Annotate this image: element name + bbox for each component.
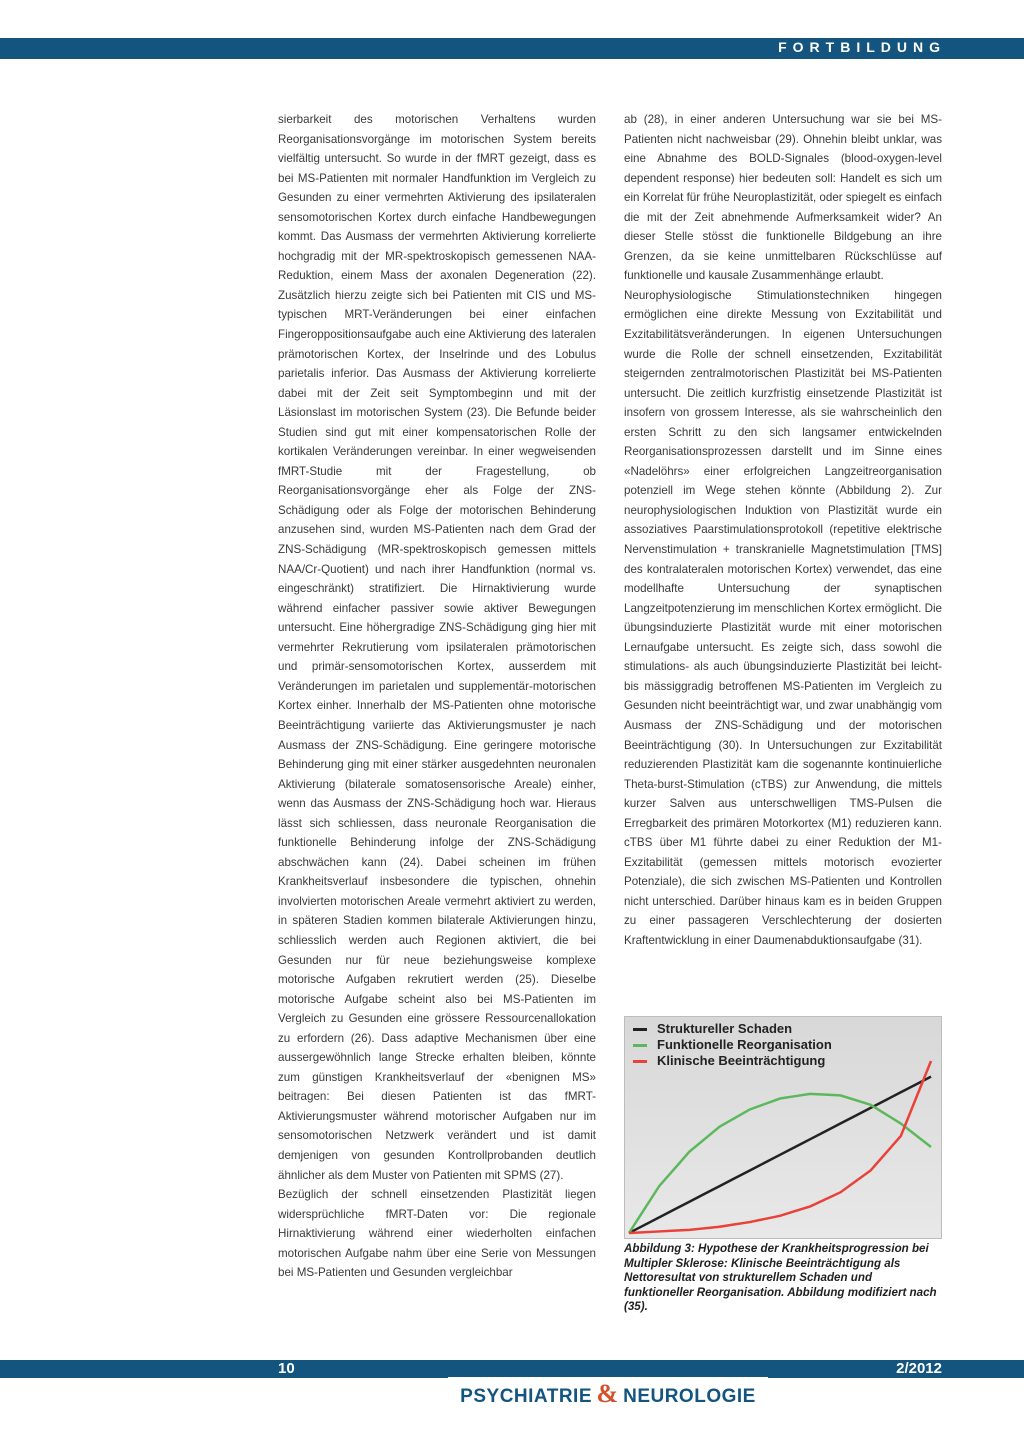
- text-column-right: [624, 110, 942, 951]
- figure-chart: [624, 1016, 942, 1239]
- legend-swatch: [633, 1028, 647, 1031]
- series-line-3: [629, 1061, 931, 1233]
- paragraph: Bezüglich der schnell einsetzenden Plastizität liegen widersprüchliche fMRT-Daten vor: Die regionale Hirnaktivierung während einer wiederholten einfachen motorischen Aufgabe nahm über eine Serie von Messungen bei MS-Patienten und Gesunden vergleichbar: [278, 1188, 596, 1280]
- legend-item-reorganisation: [633, 1037, 832, 1053]
- page-number: 10: [278, 1360, 295, 1377]
- series-line-2: [629, 1094, 931, 1233]
- legend-item-structural: [633, 1021, 832, 1037]
- journal-name-left: PSYCHIATRIE: [460, 1386, 593, 1407]
- legend-swatch: [633, 1060, 647, 1063]
- journal-logo: [448, 1377, 768, 1411]
- text-column-left: [278, 110, 596, 1283]
- header-bar: [0, 38, 1024, 59]
- figure-caption: Abbildung 3: Hypothese der Krankheitsprogression bei Multipler Sklerose: Klinische Beeinträchtigung als Nettoresultat von strukturellem Schaden und funktioneller Reorganisation. Abbildung modifiziert nach (35).: [624, 1242, 937, 1313]
- legend-swatch: [633, 1044, 647, 1047]
- paragraph: sierbarkeit des motorischen Verhaltens wurden Reorganisationsvorgänge im motorischen System bereits vielfältig untersucht. So wurde in der fMRT gezeigt, dass es bei MS-Patienten mit normaler Handfunktion im Vergleich zu Gesunden zu einer vermehrten Aktivierung des ipsilateralen sensomotorischen Kortex durch einfache Handbewegungen kommt. Das Ausmass der vermehrten Aktivierung korrelierte hochgradig mit der MR-spektroskopisch gemessenen NAA-Reduktion, einem Mass der axonalen Degeneration (22). Zusätzlich hierzu zeigte sich bei Patienten mit CIS und MS-typischen MRT-Veränderungen bei einer einfachen Fingeroppositionsaufgabe auch eine Aktivierung des lateralen prämotorischen Kortex, der Inselrinde und des Lobulus parietalis inferior. Das Ausmass der Aktivierung korrelierte dabei mit der Zeit seit Symptombeginn und mit der Läsionslast im motorischen System (23). Die Befunde beider Studien sind gut mit einer kompensatorischen Rolle der kortikalen Veränderungen vereinbar. In einer wegweisenden fMRT-Studie mit der Fragestellung, ob Reorganisationsvorgänge eher als Folge der ZNS-Schädigung oder als Folge der motorischen Behinderung anzusehen sind, wurden MS-Patienten nach dem Grad der ZNS-Schädigung (MR-spektroskopisch gemessen mittels NAA/Cr-Quotient) und nach ihrer Handfunktion (normal vs. eingeschränkt) stratifiziert. Die Hirnaktivierung wurde während einfacher passiver sowie aktiver Bewegungen untersucht. Eine höhergradige ZNS-Schädigung ging hier mit vermehrter Rekrutierung vom ipsilateralen prämotorischen und primär-sensomotorischen Kortex, ausserdem mit Veränderungen im parietalen und supplementär-motorischen Kortex einher. Innerhalb der MS-Patienten ohne motorische Beeinträchtigung variierte das Aktivierungsmuster je nach Ausmass der ZNS-Schädigung. Eine geringere motorische Behinderung ging mit einer stärker ausgedehnten neuronalen Aktivierung (bilaterale somatosensorische Areale) einher, wenn das Ausmass der ZNS-Schädigung hoch war. Hieraus lässt sich schliessen, dass neuronale Reorganisation die funktionelle Behinderung infolge der ZNS-Schädigung abschwächen kann (24). Dabei scheinen im frühen Krankheitsverlauf insbesondere die typischen, ohnehin involvierten motorischen Areale vermehrt aktiviert zu werden, in späteren Stadien kommen bilaterale Aktivierungen hinzu, schliesslich werden auch Regionen aktiviert, die bei Gesunden nur für neue beziehungsweise komplexe motorische Aufgaben rekrutiert werden (25). Dieselbe motorische Aufgabe scheint also bei MS-Patienten im Vergleich zu Gesunden eine grössere Ressourcenallokation zu erfordern (26). Dass adaptive Mechanismen über eine aussergewöhnlich lange Strecke erhalten bleiben, könnte zum günstigen Krankheitsverlauf der «benignen MS» beitragen: Bei diesen Patienten ist das fMRT-Aktivierungsmuster während motorischer Aufgaben nur im sensomotorischen Netzwerk verändert und ist damit demjenigen von gesunden Kontrollprobanden deutlich ähnlicher als dem Muster von Patienten mit SPMS (27).: [278, 113, 596, 1182]
- paragraph: ab (28), in einer anderen Untersuchung war sie bei MS-Patienten nicht nachweisbar (29). Ohnehin bleibt unklar, was eine Abnahme des BOLD-Signales (blood-oxygen-level dependent response) hier bedeuten soll: Handelt es sich um ein Korrelat für frühe Neuroplastizität, oder spiegelt es einfach die mit der Zeit abnehmende Aufmerksamkeit wider? An dieser Stelle stösst die funktionelle Bildgebung an ihre Grenzen, da sie keine unmittelbaren Rückschlüsse auf funktionelle und kausale Zusammenhänge erlaubt.: [624, 113, 942, 283]
- legend-item-impairment: [633, 1053, 832, 1069]
- legend-label: Funktionelle Reorganisation: [657, 1037, 832, 1052]
- journal-ampersand: &: [596, 1379, 619, 1408]
- issue-number: 2/2012: [896, 1360, 942, 1377]
- chart-legend: [633, 1021, 832, 1069]
- journal-name-right: NEUROLOGIE: [623, 1386, 756, 1407]
- legend-label: Klinische Beeinträchtigung: [657, 1053, 826, 1068]
- footer-bar: [0, 1360, 1024, 1378]
- section-title: FORTBILDUNG: [778, 39, 946, 55]
- paragraph: Neurophysiologische Stimulationstechniken hingegen ermöglichen eine direkte Messung von Exzitabilität und Exzitabilitätsveränderungen. In eigenen Untersuchungen wurde die Rolle der schnell einsetzenden, Exzitabilität steigernden zentralmotorischen Plastizität bei MS-Patienten untersucht. Die zeitlich kurzfristig einsetzende Plastizität ist insofern von grossem Interesse, als sie wahrscheinlich den ersten Schritt zu den sich langsamer entwickelnden Reorganisationsprozessen darstellt und im Sinne eines «Nadelöhrs» einer erfolgreichen Langzeitreorganisation potenziell im Wege stehen könnte (Abbildung 2). Zur neurophysiologischen Induktion von Plastizität wurde ein assoziatives Paarstimulationsprotokoll (repetitive elektrische Nervenstimulation + transkranielle Magnetstimulation [TMS] des kontralateralen motorischen Kortex) verwendet, das eine modellhafte Untersuchung der synaptischen Langzeitpotenzierung im menschlichen Kortex ermöglicht. Die übungsinduzierte Plastizität wurde mit einer motorischen Lernaufgabe untersucht. Es zeigte sich, dass sowohl die stimulations- als auch übungsinduzierte Plastizität bei leicht- bis mässiggradig betroffenen MS-Patienten im Vergleich zu Gesunden nicht beeinträchtigt war, und zwar unabhängig vom Ausmass der ZNS-Schädigung und der motorischen Beeinträchtigung (30). In Untersuchungen zur Exzitabilität reduzierenden Plastizität kam die sogenannte kontinuierliche Theta-burst-Stimulation (cTBS) zur Anwendung, die mittels kurzer Salven aus unterschwelligen TMS-Pulsen die Erregbarkeit des primären Motorkortex (M1) reduzieren kann. cTBS über M1 führte dabei zu einer Reduktion der M1-Exzitabilität (gemessen mittels motorisch evozierter Potenziale), die sich zwischen MS-Patienten und Kontrollen nicht unterschied. Darüber hinaus kam es in beiden Gruppen zu einer passageren Verschlechterung der dosierten Kraftentwicklung in einer Daumenabduktionsaufgabe (31).: [624, 288, 942, 947]
- legend-label: Struktureller Schaden: [657, 1021, 793, 1036]
